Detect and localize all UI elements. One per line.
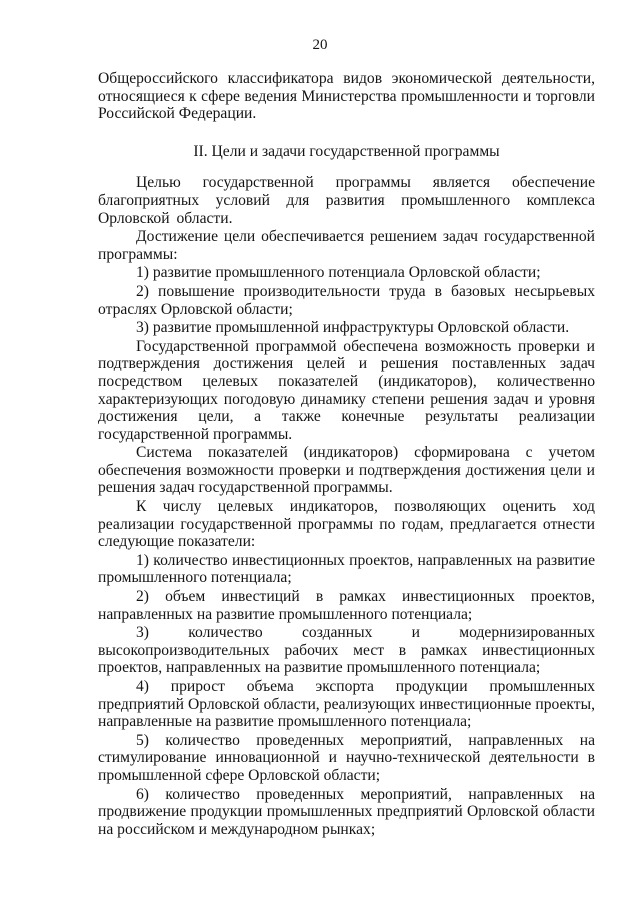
paragraph-continuation: Общероссийского классификатора видов экономической деятельности, относящиеся к сфере ведения Министерства промышленности и торговли Российской Федерации. bbox=[98, 70, 595, 123]
task-item-3: 3) развитие промышленной инфраструктуры Орловской области. bbox=[136, 319, 570, 337]
paragraph-verification: Государственной программой обеспечена возможность проверки и подтверждения достижения целей и решения поставленных задач посредством целевых показателей (индикаторов), количественно характеризующих погодовую динамику степени решения задач и уровня достижения цели, а также конечные результаты реализации государственной программы. bbox=[98, 337, 595, 443]
paragraph-indicators-intro: К числу целевых индикаторов, позволяющих оценить ход реализации государственной программы по годам, предлагается отнести следующие показатели: bbox=[98, 498, 595, 551]
page-number: 20 bbox=[312, 37, 328, 53]
indicator-item-1: 1) количество инвестиционных проектов, направленных на развитие промышленного потенциала; bbox=[98, 551, 595, 587]
paragraph-tasks-intro: Достижение цели обеспечивается решением задач государственной программы: bbox=[98, 228, 595, 263]
paragraph-goal: Целью государственной программы является обеспечение благоприятных условий для развития промышленного комплекса Орловской области. bbox=[98, 174, 595, 227]
indicator-item-6: 6) количество проведенных мероприятий, направленных на продвижение продукции промышленных предприятий Орловской области на российском и международном рынках; bbox=[98, 785, 595, 838]
indicator-item-2: 2) объем инвестиций в рамках инвестиционных проектов, направленных на развитие промышленного потенциала; bbox=[98, 588, 595, 623]
paragraph-indicator-system: Система показателей (индикаторов) сформирована с учетом обеспечения возможности проверки и подтверждения достижения цели и решения задач государственной программы. bbox=[98, 444, 595, 497]
task-item-2: 2) повышение производительности труда в базовых несырьевых отраслях Орловской области; bbox=[98, 282, 595, 318]
document-body bbox=[98, 70, 595, 839]
indicator-item-5: 5) количество проведенных мероприятий, направленных на стимулирование инновационной и научно-технической деятельности в промышленной сфере Орловской области; bbox=[98, 731, 595, 784]
indicator-item-3: 3) количество созданных и модернизированных высокопроизводительных рабочих мест в рамках инвестиционных проектов, направленных на развитие промышленного потенциала; bbox=[98, 624, 595, 677]
task-item-1: 1) развитие промышленного потенциала Орловской области; bbox=[136, 264, 541, 282]
section-heading: II. Цели и задачи государственной программы bbox=[193, 142, 500, 160]
indicator-item-4: 4) прирост объема экспорта продукции промышленных предприятий Орловской области, реализующих инвестиционные проекты, направленные на развитие промышленного потенциала; bbox=[98, 678, 595, 731]
